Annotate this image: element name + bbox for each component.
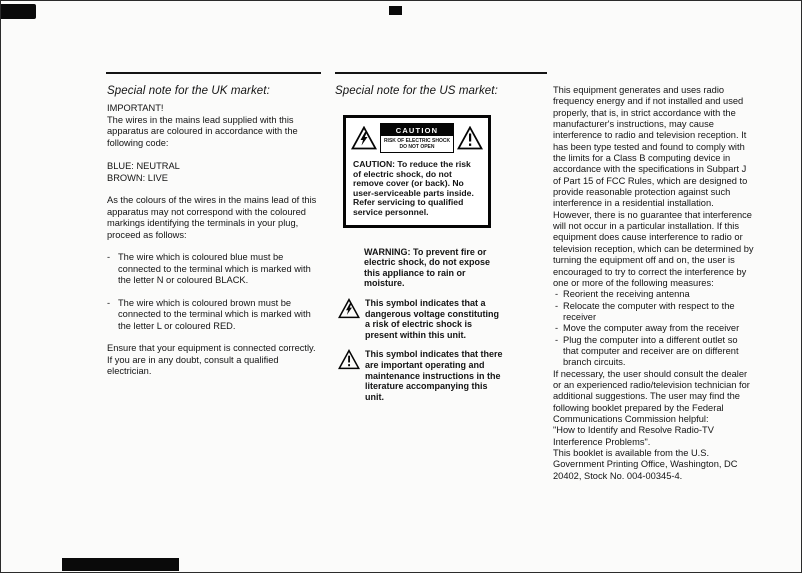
uk-note-column <box>107 85 318 378</box>
caution-label-block <box>380 123 454 153</box>
us-note-column <box>335 85 507 402</box>
fcc-measure-text: Relocate the computer with respect to the receiver <box>563 300 735 322</box>
voltage-symbol-text: This symbol indicates that a dangerous voltage constituting a risk of electric shock is present within this unit. <box>365 297 500 340</box>
uk-paragraph-ensure: Ensure that your equipment is connected correctly. If you are in any doubt, consult a qualified electrician. <box>107 343 316 376</box>
fcc-measure-text: Move the computer away from the receiver <box>563 323 740 334</box>
exclamation-triangle-icon <box>457 126 483 150</box>
fcc-booklet-availability: This booklet is available from the U.S. Government Printing Office, Washington, DC 20402, Stock No. 004-00345-4. <box>553 448 738 481</box>
uk-note-title: Special note for the UK market: <box>107 85 270 97</box>
voltage-symbol-row <box>338 298 507 340</box>
important-label: IMPORTANT! <box>107 103 164 113</box>
fcc-measure-move <box>553 323 754 334</box>
uk-list-item-text: The wire which is coloured blue must be connected to the terminal which is marked with the letter N or coloured BLACK. <box>118 252 311 285</box>
wire-code-blue: BLUE: NEUTRAL <box>107 161 180 171</box>
uk-column-rule <box>106 72 321 74</box>
list-dash: - <box>555 289 559 300</box>
fcc-measure-relocate <box>553 301 754 324</box>
fcc-booklet-title: "How to Identify and Resolve Radio-TV Interference Problems". <box>553 425 714 447</box>
fcc-measure-text: Plug the computer into a different outlet so that computer and receiver are on different branch circuits. <box>563 334 739 368</box>
fcc-paragraph-main: This equipment generates and uses radio frequency energy and if not installed and used properly, that is, in strict accordance with the manufacturer's instructions, may cause interference to radio and television reception. It has been type tested and found to comply with the limits for a Class B computing device in accordance with the specifications in Subpart J of Part 15 of FCC Rules, which are designed to provide reasonable protection against such interference in a residential installation. However, there is no guarantee that interference will not occur in a particular installation. If this equipment does cause interference to radio or television reception, which can be determined by turning the equipment off and on, the user is encouraged to try to correct the interference by one or more of the following measures: <box>553 85 754 288</box>
uk-list-item-brown-wire <box>107 298 318 333</box>
list-dash: - <box>555 334 559 345</box>
instructions-symbol-row <box>338 349 507 402</box>
fcc-paragraph-consult: If necessary, the user should consult the dealer or an experienced radio/television technician for additional suggestions. The user may find the following booklet prepared by the Federal Communications Commission helpful: <box>553 368 750 424</box>
fcc-measure-text: Reorient the receiving antenna <box>563 289 690 300</box>
warning-paragraph: WARNING: To prevent fire or electric shock, do not expose this appliance to rain or moisture. <box>364 246 491 289</box>
uk-list-item-text: The wire which is coloured brown must be connected to the terminal which is marked with the letter L or coloured RED. <box>118 297 311 331</box>
fcc-measure-plug <box>553 335 754 369</box>
caution-box-header <box>346 118 488 156</box>
risk-of-shock-text: RISK OF ELECTRIC SHOCK DO NOT OPEN <box>383 138 451 150</box>
uk-paragraph-colours: As the colours of the wires in the mains lead of this apparatus may not correspond with the coloured markings identifying the terminals in your plug, proceed as follows: <box>107 195 317 240</box>
scan-artifact-bottom-left <box>62 558 179 571</box>
uk-paragraph-wires: The wires in the mains lead supplied with this apparatus are coloured in accordance with the following code: <box>107 114 298 148</box>
lightning-triangle-icon <box>351 126 377 150</box>
list-dash: - <box>555 300 559 311</box>
exclamation-triangle-icon <box>338 349 360 370</box>
us-note-title: Special note for the US market: <box>335 85 498 97</box>
caution-box <box>343 115 491 228</box>
us-column-rule <box>335 72 547 74</box>
list-dash: - <box>107 297 111 308</box>
caution-label: CAUTION <box>381 124 453 136</box>
wire-code-brown: BROWN: LIVE <box>107 173 168 183</box>
uk-list-item-blue-wire <box>107 252 318 287</box>
lightning-triangle-icon <box>338 298 360 319</box>
scan-artifact-top-left <box>1 4 36 19</box>
fcc-measure-reorient <box>553 289 754 300</box>
fcc-notice-column <box>553 85 754 482</box>
list-dash: - <box>555 323 559 334</box>
scan-artifact-top-center <box>389 6 402 15</box>
list-dash: - <box>107 252 111 262</box>
instructions-symbol-text: This symbol indicates that there are important operating and maintenance instructions in the literature accompanying this unit. <box>365 349 503 402</box>
caution-box-text: CAUTION: To reduce the risk of electric shock, do not remove cover (or back). No user-serviceable parts inside. Refer servicing to qualified service personnel. <box>353 159 474 217</box>
